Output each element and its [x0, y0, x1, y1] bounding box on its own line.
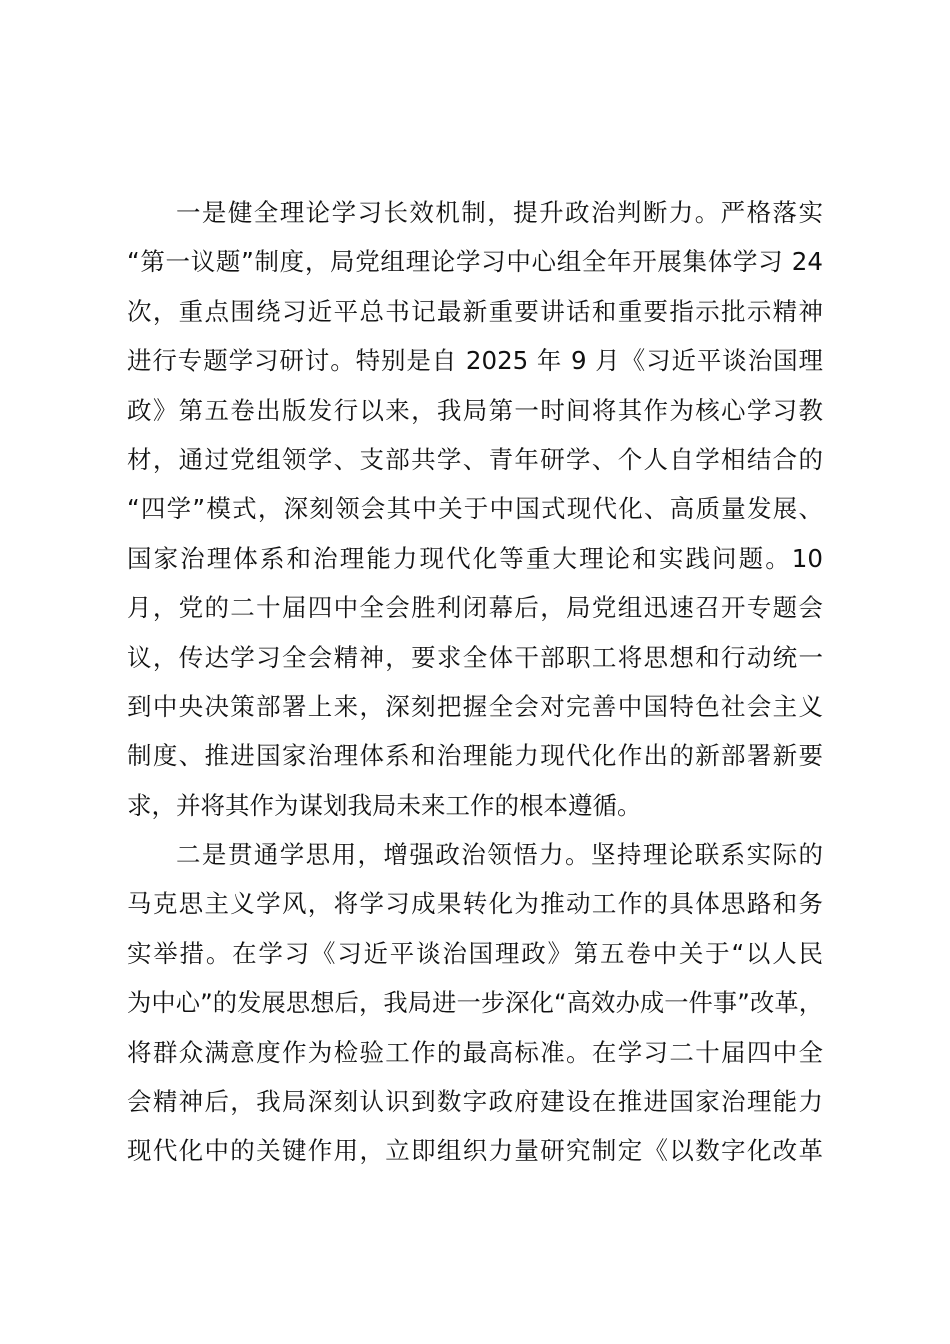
text-line: 月，党的二十届四中全会胜利闭幕后，局党组迅速召开专题会	[127, 593, 823, 623]
text-line: 实举措。在学习《习近平谈治国理政》第五卷中关于“以人民	[127, 938, 823, 968]
document-body	[127, 188, 823, 1176]
text-line: 求，并将其作为谋划我局未来工作的根本遵循。	[127, 790, 642, 820]
text-line: 现代化中的关键作用，立即组织力量研究制定《以数字化改革	[127, 1136, 823, 1166]
text-line: “四学”模式，深刻领会其中关于中国式现代化、高质量发展、	[127, 494, 823, 524]
text-line: 会精神后，我局深刻认识到数字政府建设在推进国家治理能力	[127, 1087, 823, 1117]
text-line: 为中心”的发展思想后，我局进一步深化“高效办成一件事”改革，	[127, 988, 823, 1018]
text-line: 将群众满意度作为检验工作的最高标准。在学习二十届四中全	[127, 1037, 823, 1067]
text-line: 进行专题学习研讨。特别是自 2025 年 9 月《习近平谈治国理	[127, 346, 823, 376]
text-line: 马克思主义学风，将学习成果转化为推动工作的具体思路和务	[127, 889, 823, 919]
text-line: 议，传达学习全会精神，要求全体干部职工将思想和行动统一	[127, 642, 823, 672]
paragraph-theory-study	[127, 188, 823, 830]
text-line: 到中央决策部署上来，深刻把握全会对完善中国特色社会主义	[127, 691, 823, 721]
text-line: 二是贯通学思用，增强政治领悟力。坚持理论联系实际的	[176, 840, 823, 870]
text-line: 材，通过党组领学、支部共学、青年研学、个人自学相结合的	[127, 444, 823, 474]
text-line: 政》第五卷出版发行以来，我局第一时间将其作为核心学习教	[127, 395, 823, 425]
text-line: 制度、推进国家治理体系和治理能力现代化作出的新部署新要	[127, 741, 823, 771]
text-line: “第一议题”制度，局党组理论学习中心组全年开展集体学习 24	[127, 247, 823, 277]
paragraph-study-application	[127, 830, 823, 1176]
text-line: 次，重点围绕习近平总书记最新重要讲话和重要指示批示精神	[127, 296, 823, 326]
text-line: 一是健全理论学习长效机制，提升政治判断力。严格落实	[176, 198, 823, 227]
text-line: 国家治理体系和治理能力现代化等重大理论和实践问题。10	[127, 543, 823, 573]
